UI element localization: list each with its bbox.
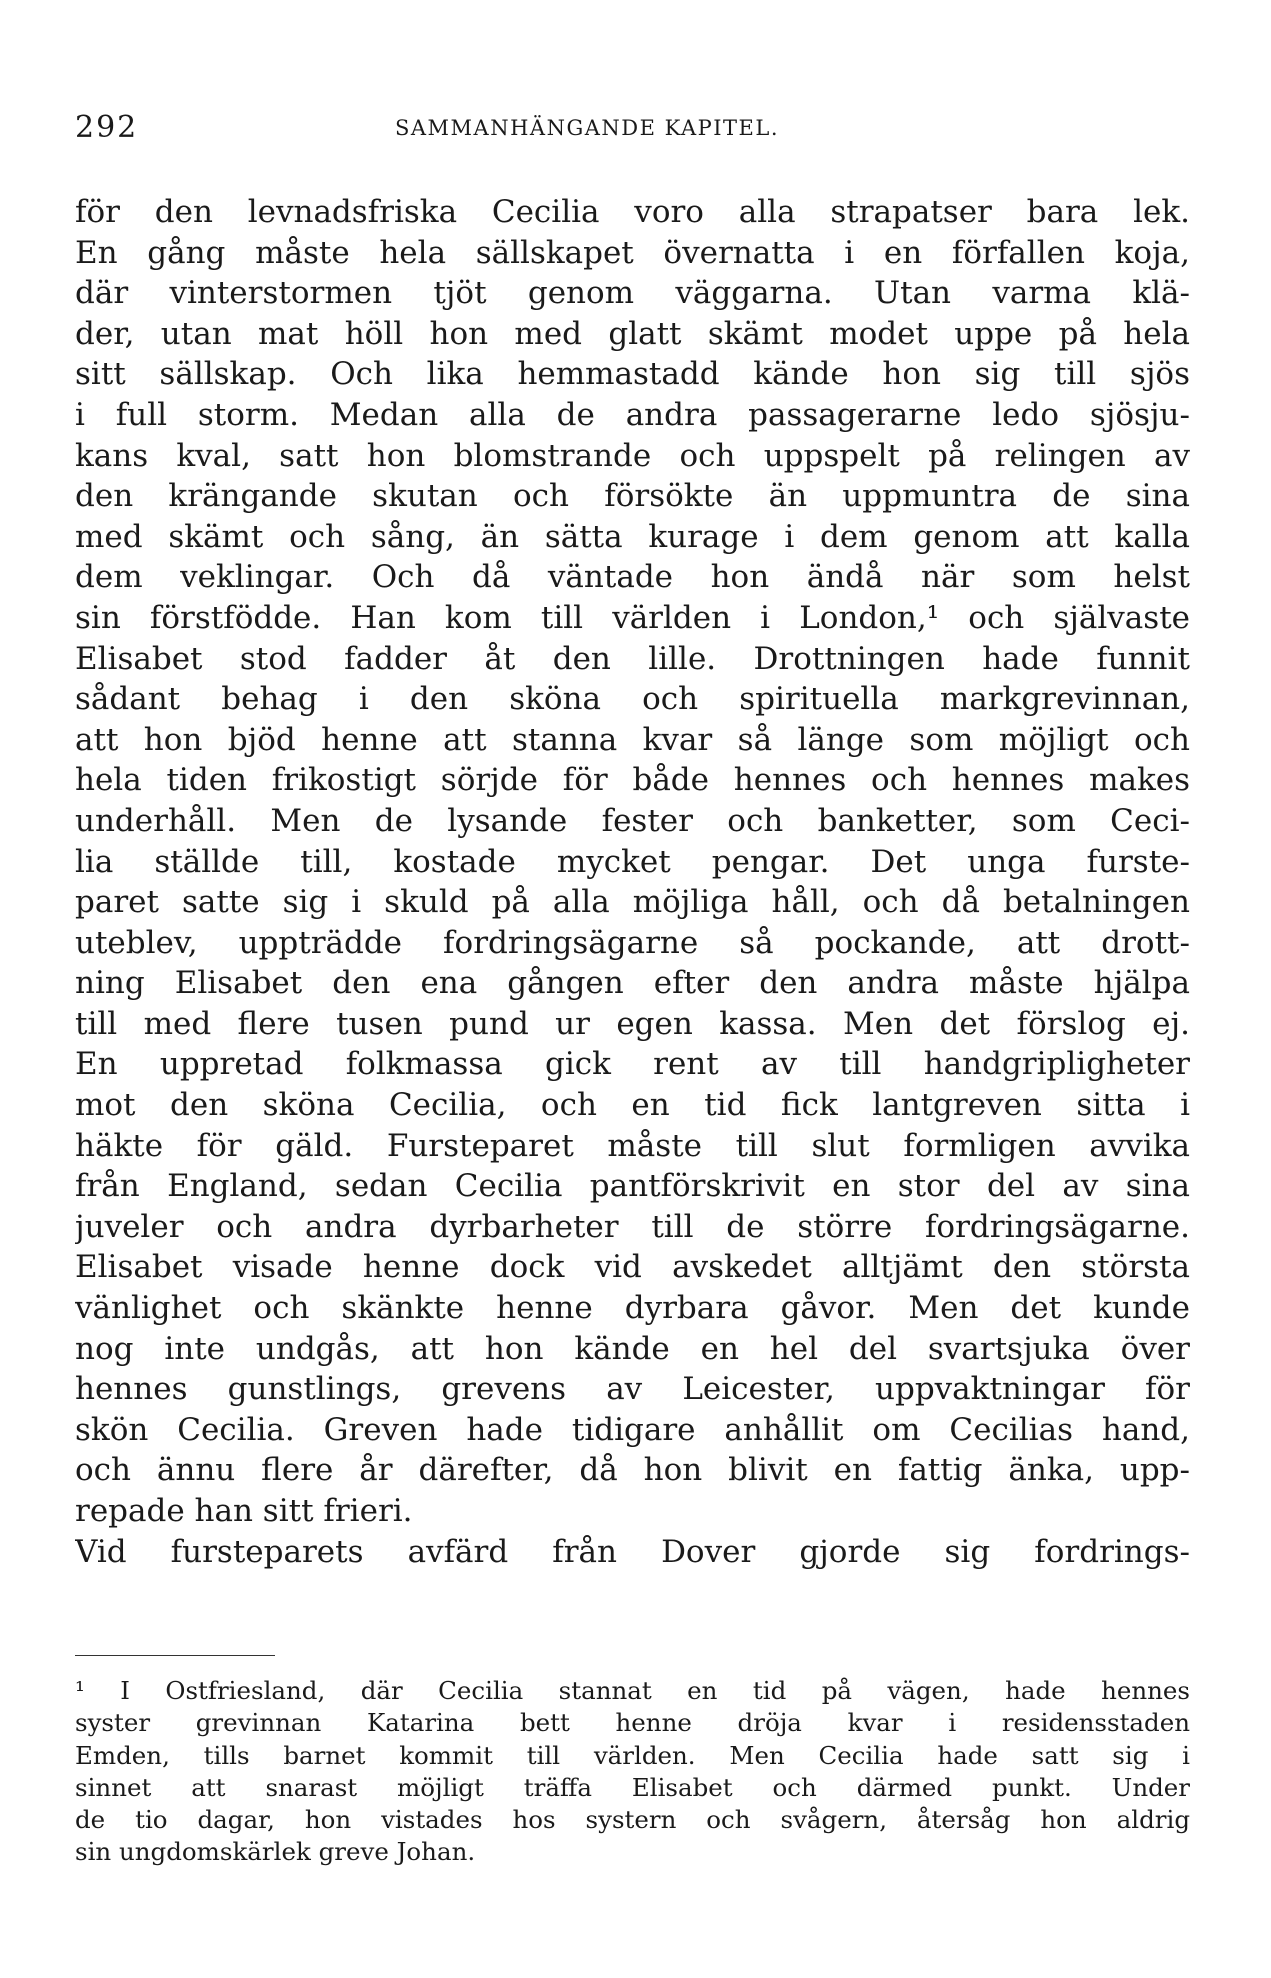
- text-line: uteblev, uppträdde fordringsägarne så pockande, att drott-: [75, 924, 1190, 961]
- text-line: En uppretad folkmassa gick rent av till handgripligheter: [75, 1046, 1190, 1083]
- text-line: sådant behag i den sköna och spirituella markgrevinnan,: [75, 681, 1190, 718]
- text-line: häkte för gäld. Fursteparet måste till slut formligen avvika: [75, 1127, 1190, 1164]
- page-number: 292: [75, 110, 139, 145]
- text-line: Elisabet visade henne dock vid avskedet alltjämt den största: [75, 1249, 1190, 1286]
- text-line: lia ställde till, kostade mycket pengar. Det unga furste-: [75, 843, 1190, 880]
- text-line: der, utan mat höll hon med glatt skämt modet uppe på hela: [75, 315, 1190, 352]
- text-line: repade han sitt frieri.: [75, 1493, 413, 1529]
- text-line: för den levnadsfriska Cecilia voro alla strapatser bara lek.: [75, 194, 1190, 230]
- footnote-line: syster grevinnan Katarina bett henne dröja kvar i residensstaden: [75, 1708, 1190, 1738]
- text-line: hela tiden frikostigt sörjde för både hennes och hennes makes: [75, 762, 1190, 799]
- text-line: att hon bjöd henne att stanna kvar så länge som möjligt och: [75, 721, 1190, 758]
- text-line: till med flere tusen pund ur egen kassa. Men det förslog ej.: [75, 1005, 1190, 1042]
- text-line: vänlighet och skänkte henne dyrbara gåvor. Men det kunde: [75, 1290, 1190, 1327]
- footnote-rule: [75, 1655, 275, 1656]
- text-line: sin förstfödde. Han kom till världen i London,¹ och självaste: [75, 599, 1190, 636]
- footnote-line: sinnet att snarast möjligt träffa Elisabet och därmed punkt. Under: [75, 1772, 1190, 1802]
- text-line: nog inte undgås, att hon kände en hel del svartsjuka över: [75, 1330, 1190, 1367]
- running-head: [75, 110, 1190, 150]
- text-line: ning Elisabet den ena gången efter den andra måste hjälpa: [75, 965, 1190, 1002]
- text-line: Elisabet stod fadder åt den lille. Drottningen hade funnit: [75, 640, 1190, 677]
- text-line: sitt sällskap. Och lika hemmastadd kände hon sig till sjös: [75, 356, 1190, 393]
- footnote-line: sin ungdomskärlek greve Johan.: [75, 1837, 476, 1867]
- main-text: [75, 192, 1190, 1572]
- text-line: juveler och andra dyrbarheter till de större fordringsägarne.: [75, 1208, 1190, 1245]
- text-line: där vinterstormen tjöt genom väggarna. Utan varma klä-: [75, 275, 1190, 312]
- footnote-line: ¹ I Ostfriesland, där Cecilia stannat en tid på vägen, hade hennes: [75, 1676, 1190, 1705]
- text-line: i full storm. Medan alla de andra passagerarne ledo sjösju-: [75, 396, 1190, 433]
- text-line: En gång måste hela sällskapet övernatta i en förfallen koja,: [75, 234, 1190, 271]
- footnote-line: de tio dagar, hon vistades hos systern och svågern, återsåg hon aldrig: [75, 1805, 1190, 1835]
- text-line: kans kval, satt hon blomstrande och uppspelt på relingen av: [75, 437, 1190, 474]
- text-line: skön Cecilia. Greven hade tidigare anhållit om Cecilias hand,: [75, 1411, 1190, 1448]
- footnote: [75, 1675, 1190, 1869]
- text-line: underhåll. Men de lysande fester och banketter, som Ceci-: [75, 802, 1190, 839]
- text-line: mot den sköna Cecilia, och en tid fick lantgreven sitta i: [75, 1087, 1190, 1124]
- text-line: paret satte sig i skuld på alla möjliga håll, och då betalningen: [75, 884, 1190, 921]
- text-line: Vid fursteparets avfärd från Dover gjorde sig fordrings-: [75, 1533, 1190, 1570]
- footnote-line: Emden, tills barnet kommit till världen. Men Cecilia hade satt sig i: [75, 1740, 1190, 1770]
- text-line: dem veklingar. Och då väntade hon ändå när som helst: [75, 559, 1190, 596]
- running-title: SAMMANHÄNGANDE KAPITEL.: [395, 116, 779, 140]
- text-line: från England, sedan Cecilia pantförskrivit en stor del av sina: [75, 1168, 1190, 1205]
- text-line: med skämt och sång, än sätta kurage i dem genom att kalla: [75, 518, 1190, 555]
- text-line: och ännu flere år därefter, då hon blivit en fattig änka, upp-: [75, 1452, 1190, 1489]
- text-line: hennes gunstlings, grevens av Leicester, uppvaktningar för: [75, 1371, 1190, 1408]
- text-line: den krängande skutan och försökte än uppmuntra de sina: [75, 478, 1190, 515]
